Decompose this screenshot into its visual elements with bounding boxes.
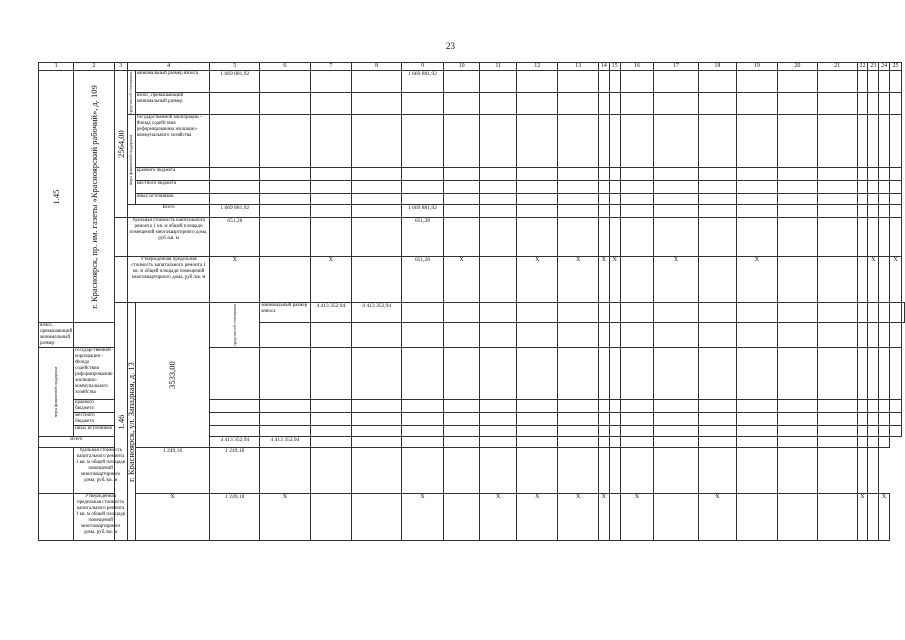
label-min-contrib: минимальный размер взноса (135, 71, 209, 93)
table-row (39, 93, 905, 115)
x-mark: X (135, 494, 209, 541)
label-excess-contrib: взнос, превышающий минимальный размер (135, 93, 209, 115)
x-mark: X (210, 257, 260, 303)
state-support-label: меры финансовой поддержки (128, 134, 134, 185)
address: г. Красноярск, ул. Западная, д. 13 (126, 361, 137, 482)
label-other: иных источников (74, 426, 114, 437)
col-header: 15 (609, 63, 620, 71)
col-header: 2 (74, 63, 114, 71)
table-row (39, 303, 905, 323)
col-header: 24 (879, 63, 890, 71)
col-header: 8 (352, 63, 402, 71)
label-state-fund: государственной корпорации - Фонда содействия реформированию жилищно-коммунального хозяйства (135, 115, 209, 168)
owners-funds-label: средства соб-ственников (231, 303, 237, 347)
value-cell: 1 249,18 (210, 448, 260, 494)
x-mark: X (620, 494, 654, 541)
table-row (39, 71, 905, 93)
x-mark: X (443, 257, 480, 303)
table-row (39, 181, 905, 194)
col-header: 18 (698, 63, 737, 71)
label-total: Всего (39, 437, 115, 448)
col-header: 3 (114, 63, 128, 71)
value-cell: 651,28 (402, 257, 444, 303)
address-cell (128, 303, 136, 541)
row-number: 1.45 (51, 189, 62, 204)
area: 2564,00 (115, 130, 126, 158)
x-mark: X (480, 494, 517, 541)
col-header: 9 (402, 63, 444, 71)
col-header: 6 (260, 63, 310, 71)
col-header: 7 (310, 63, 352, 71)
x-mark: X (517, 257, 558, 303)
col-header: 17 (654, 63, 698, 71)
row-number: 1.46 (115, 414, 126, 429)
col-header: 25 (890, 63, 902, 71)
x-mark: X (558, 257, 598, 303)
owners-funds-label: средства соб-ственников (128, 71, 134, 114)
value-cell: 4 413 352,94 (260, 437, 310, 448)
x-mark: X (868, 257, 879, 303)
table-row (39, 115, 905, 168)
state-support-cell (39, 348, 74, 437)
value-cell: 4 413 352,94 (210, 437, 260, 448)
header-row (39, 63, 905, 71)
value-cell: 651,28 (402, 218, 444, 257)
value-cell: 4 413 352,94 (310, 303, 352, 323)
table-row (39, 494, 905, 541)
x-mark: X (517, 494, 558, 541)
col-header: 4 (128, 63, 210, 71)
col-header: 5 (210, 63, 260, 71)
table-row (39, 205, 905, 218)
table-row (39, 257, 905, 303)
x-mark: X (698, 494, 737, 541)
address-cell (74, 71, 114, 323)
x-mark: X (654, 257, 698, 303)
x-mark: X (402, 494, 444, 541)
x-mark: X (598, 494, 609, 541)
value-cell: 1 249,18 (135, 448, 209, 494)
label-excess-contrib: взнос, превышающий минимальный размер (40, 323, 73, 346)
label-state-fund: государственной корпорации - Фонда содействия реформированию жилищно-коммунального хозяйства (74, 348, 114, 400)
owners-funds-cell (128, 71, 136, 115)
col-header: 23 (868, 63, 879, 71)
value-cell: 1 669 881,92 (210, 205, 260, 218)
label-limit-cost: Утвержденная предельная стоимость капитального ремонта 1 кв. м общей площади помещений многоквартирного дома, руб./кв. м (74, 494, 128, 541)
label-other: иных источников (135, 194, 209, 205)
col-header: 10 (443, 63, 480, 71)
col-header: 16 (620, 63, 654, 71)
table-row (39, 168, 905, 181)
col-header: 20 (777, 63, 817, 71)
label-regional: краевого бюджета (74, 400, 114, 413)
x-mark: X (558, 494, 598, 541)
label-regional: краевого бюджета (135, 168, 209, 181)
state-support-cell (128, 115, 136, 205)
value-cell: 1 669 881,92 (402, 205, 444, 218)
label-unit-cost: Удельная стоимость капитального ремонта 1 кв. м общей площади помещений многоквартирного дома, руб./кв. м (128, 218, 210, 257)
area-cell (135, 303, 209, 448)
works-table (38, 62, 905, 541)
col-header: 12 (517, 63, 558, 71)
label-unit-cost: Удельная стоимость капитального ремонта 1 кв. м общей площади помещений многоквартирного дома, руб./кв. м (74, 448, 128, 494)
value-cell: 651,28 (210, 218, 260, 257)
address: г. Красноярск, пр. им. газеты «Красноярский рабочий», д. 109 (88, 84, 99, 309)
area: 3533,00 (167, 361, 178, 389)
x-mark: X (609, 257, 620, 303)
label-total: Всего (128, 205, 210, 218)
label-local: местного бюджета (135, 181, 209, 194)
label-limit-cost: Утвержденная предельная стоимость капитального ремонта 1 кв. м общей площади помещений многоквартирного дома, руб./кв. м (128, 257, 210, 303)
table-row (39, 448, 905, 494)
x-mark: X (857, 494, 868, 541)
value-cell: 1 669 881,92 (402, 71, 444, 93)
x-mark: X (260, 494, 310, 541)
table-row (39, 218, 905, 257)
x-mark: X (598, 257, 609, 303)
x-mark: X (879, 494, 890, 541)
page-number: 23 (446, 41, 455, 51)
x-mark: X (890, 257, 902, 303)
x-mark: X (310, 257, 352, 303)
owners-funds-cell (210, 303, 260, 348)
row-number-cell (39, 71, 74, 323)
label-local: местного бюджета (74, 413, 114, 426)
col-header: 22 (857, 63, 868, 71)
value-cell: 4 413 352,94 (352, 303, 402, 323)
col-header: 1 (39, 63, 74, 71)
state-support-label: меры финансовой поддержки (53, 366, 59, 418)
value-cell: 1 669 881,92 (210, 71, 260, 93)
col-header: 13 (558, 63, 598, 71)
value-cell: 1 249,18 (210, 494, 260, 541)
col-header: 11 (480, 63, 517, 71)
area-cell (114, 71, 128, 218)
table-row (39, 194, 905, 205)
label-min-contrib: минимальный размер взноса (260, 303, 310, 323)
col-header: 14 (598, 63, 609, 71)
col-header: 19 (737, 63, 777, 71)
col-header: 21 (818, 63, 857, 71)
x-mark: X (737, 257, 777, 303)
